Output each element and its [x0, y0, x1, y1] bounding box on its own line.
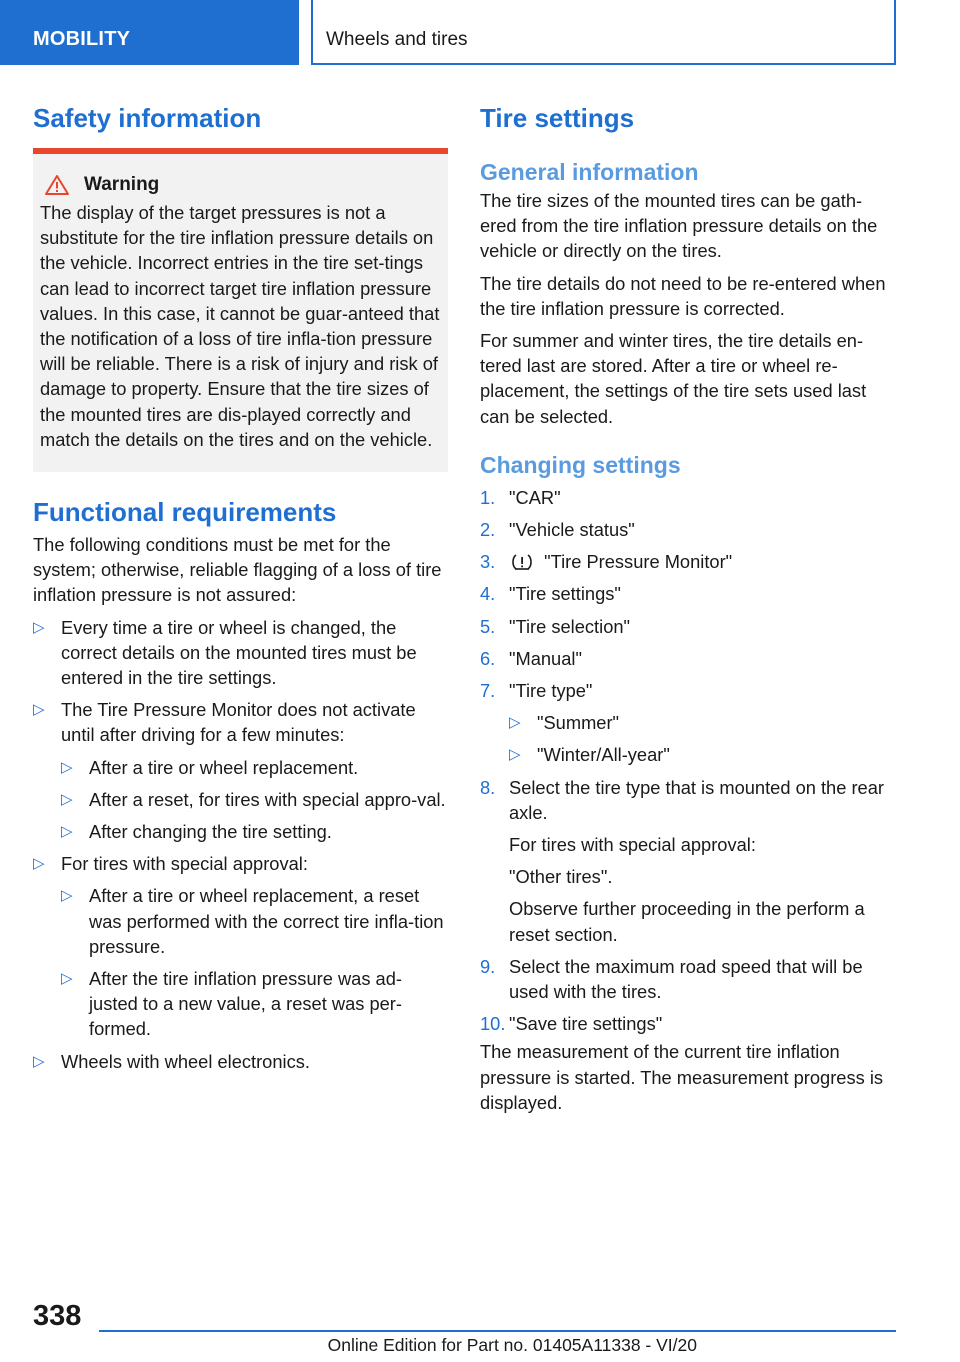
- triangle-bullet-icon: ▷: [509, 746, 521, 764]
- general-paragraph-1: The tire sizes of the mounted tires can be gath-ered from the tire inflation pressure details on the vehicle or directly on the tires.: [480, 190, 878, 262]
- sub-list: [61, 755, 448, 845]
- warning-title: [40, 174, 440, 196]
- step-8-note-3: Observe further proceeding in the perform a reset section.: [509, 898, 865, 945]
- step-text: "CAR": [509, 486, 561, 508]
- step-number: 1.: [480, 486, 496, 508]
- list-item-text: After a tire or wheel replacement.: [89, 756, 359, 778]
- step-number: 8.: [480, 776, 496, 798]
- list-item-text: After the tire inflation pressure was ad-justed to a new value, a reset was per-formed.: [89, 968, 402, 1040]
- step-number: 9.: [480, 955, 496, 977]
- step-text: "Tire type": [509, 680, 593, 702]
- step-text: "Tire Pressure Monitor": [544, 551, 733, 573]
- changing-settings-heading: Changing settings: [480, 451, 681, 478]
- list-item: [61, 883, 448, 959]
- step-item: [480, 549, 898, 574]
- list-item-text: Wheels with wheel electronics.: [61, 1050, 310, 1072]
- step-item: [480, 581, 898, 606]
- step-item: [480, 1011, 898, 1036]
- closing-paragraph: The measurement of the current tire inflation pressure is started. The measurement progress is displayed.: [480, 1041, 884, 1113]
- triangle-bullet-icon: ▷: [61, 790, 73, 808]
- page-number: 338: [33, 1300, 82, 1332]
- step-item: [480, 954, 898, 1004]
- step-number: 4.: [480, 583, 496, 605]
- triangle-bullet-icon: ▷: [61, 970, 73, 988]
- list-item: [33, 697, 448, 844]
- triangle-bullet-icon: ▷: [33, 855, 45, 873]
- left-column: [33, 100, 448, 1081]
- step-item: [480, 517, 898, 542]
- right-column: [480, 100, 898, 1115]
- list-item: [61, 819, 448, 844]
- step-number: 6.: [480, 647, 496, 669]
- list-item-text: After changing the tire setting.: [89, 821, 332, 843]
- general-information-heading: General information: [480, 159, 699, 185]
- list-item: [509, 742, 898, 767]
- steps-list: [480, 485, 898, 1037]
- step-item: [480, 646, 898, 671]
- step-text: "Tire settings": [509, 583, 621, 605]
- step-item: [480, 775, 898, 947]
- tire-type-list: [509, 710, 898, 767]
- list-item: [61, 787, 448, 812]
- general-paragraph-2: The tire details do not need to be re-entered when the tire inflation pressure is corrected.: [480, 272, 886, 319]
- list-item: [61, 966, 448, 1042]
- list-item-text: After a reset, for tires with special appro-val.: [89, 788, 446, 810]
- step-text: Select the tire type that is mounted on the rear axle.: [509, 776, 884, 823]
- step-number: 2.: [480, 519, 496, 541]
- functional-requirements-heading: Functional requirements: [33, 497, 337, 528]
- step-item: [480, 485, 898, 510]
- triangle-bullet-icon: ▷: [61, 887, 73, 905]
- list-item-text: Every time a tire or wheel is changed, the correct details on the mounted tires must be entered in the tire settings.: [61, 616, 417, 689]
- general-paragraph-3: For summer and winter tires, the tire details en-tered last are stored. After a tire or wheel re-placement, the settings of the tire sets used last can be selected.: [480, 330, 867, 427]
- step-8-note-2: "Other tires".: [509, 866, 613, 888]
- sub-list: [61, 883, 448, 1041]
- list-item: [509, 710, 898, 735]
- step-number: 10.: [480, 1013, 506, 1035]
- list-item: [33, 851, 448, 1041]
- step-item: [480, 678, 898, 768]
- tire-settings-heading: Tire settings: [480, 103, 635, 133]
- triangle-bullet-icon: ▷: [33, 618, 45, 636]
- step-text: "Tire selection": [509, 615, 631, 637]
- warning-box: [33, 148, 448, 472]
- triangle-bullet-icon: ▷: [33, 1052, 45, 1070]
- footer-divider: [99, 1330, 896, 1332]
- step-text: "Manual": [509, 647, 582, 669]
- warning-triangle-icon: [44, 174, 70, 196]
- list-item: [33, 1049, 448, 1074]
- list-item-text: After a tire or wheel replacement, a reset was performed with the correct tire infla-tion pressure.: [89, 885, 444, 957]
- list-item-text: "Summer": [537, 712, 620, 734]
- triangle-bullet-icon: ▷: [509, 714, 521, 732]
- warning-label: Warning: [84, 174, 160, 195]
- triangle-bullet-icon: ▷: [61, 823, 73, 841]
- header-chapter-tab: [311, 0, 896, 65]
- step-number: 3.: [480, 551, 496, 573]
- step-item: [480, 614, 898, 639]
- list-item-text: "Winter/All-year": [537, 744, 670, 766]
- list-item-text: The Tire Pressure Monitor does not activate until after driving for a few minutes:: [61, 699, 416, 746]
- safety-info-heading: Safety information: [33, 103, 262, 133]
- header-section-tab: [0, 0, 299, 65]
- step-number: 7.: [480, 680, 496, 702]
- triangle-bullet-icon: ▷: [61, 758, 73, 776]
- triangle-bullet-icon: ▷: [33, 701, 45, 719]
- edition-note: Online Edition for Part no. 01405A11338 - VI/20: [327, 1335, 697, 1355]
- list-item-text: For tires with special approval:: [61, 853, 308, 875]
- list-item: [61, 755, 448, 780]
- functional-requirements-intro: The following conditions must be met for the system; otherwise, reliable flagging of a loss of tire inflation pressure is not assured:: [33, 534, 442, 606]
- header-section-label: MOBILITY: [33, 28, 131, 50]
- step-text: Select the maximum road speed that will be used with the tires.: [509, 955, 863, 1003]
- warning-text: The display of the target pressures is not a substitute for the tire inflation pressure details on the vehicle. Incorrect entries in the tire set-tings can lead to incorrect target tire inflation pressure values. In this case, it cannot be guar-anteed that the notification of a loss of tire infla-tion pressure will be reliable. There is a risk of injury and risk of damage to property. Ensure that the tire sizes of the mounted tires are dis-played correctly and match the details on the tires and on the vehicle.: [40, 202, 440, 450]
- header-chapter-label: Wheels and tires: [326, 29, 468, 50]
- step-number: 5.: [480, 615, 496, 637]
- list-item: [33, 615, 448, 691]
- requirements-list: [33, 615, 448, 1074]
- step-text: "Vehicle status": [509, 519, 635, 541]
- step-text: "Save tire settings": [509, 1013, 663, 1035]
- step-8-note-1: For tires with special approval:: [509, 834, 756, 856]
- tire-pressure-monitor-icon: [511, 553, 533, 571]
